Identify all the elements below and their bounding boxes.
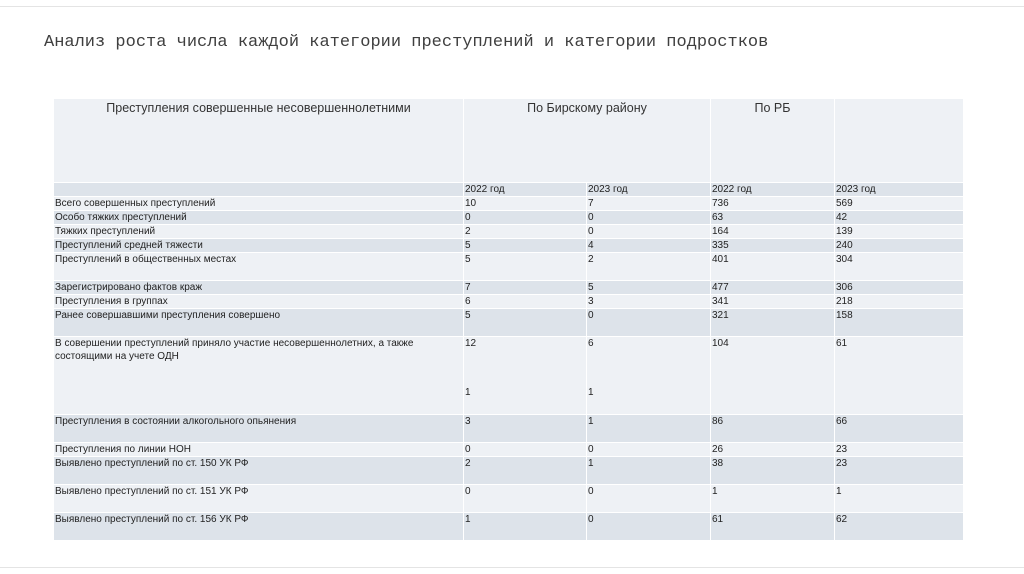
table-row bbox=[54, 337, 964, 415]
value-cell: 1 bbox=[711, 485, 835, 513]
value-cell: 477 bbox=[711, 281, 835, 295]
value-cell: 5 bbox=[464, 239, 587, 253]
table-row bbox=[54, 253, 964, 281]
row-label: В совершении преступлений приняло участие несовершеннолетних, а также состоящими на учете ОДН bbox=[54, 337, 464, 415]
table-row bbox=[54, 281, 964, 295]
value-cell: 158 bbox=[835, 309, 964, 337]
value-cell: 736 bbox=[711, 197, 835, 211]
value-cell: 0 bbox=[464, 443, 587, 457]
table-row bbox=[54, 197, 964, 211]
value-cell: 38 bbox=[711, 457, 835, 485]
value-cell: 341 bbox=[711, 295, 835, 309]
value-cell: 62 bbox=[835, 513, 964, 541]
slide-bottom-border bbox=[0, 567, 1024, 568]
table-row bbox=[54, 443, 964, 457]
value-cell: 63 bbox=[711, 211, 835, 225]
row-label: Преступлений в общественных местах bbox=[54, 253, 464, 281]
value-cell: 4 bbox=[587, 239, 711, 253]
table-row bbox=[54, 225, 964, 239]
crime-stats-table bbox=[53, 98, 964, 541]
value-cell: 401 bbox=[711, 253, 835, 281]
header-empty bbox=[835, 99, 964, 183]
value-cell: 2 bbox=[464, 225, 587, 239]
value-cell: 240 bbox=[835, 239, 964, 253]
row-label: Зарегистрировано фактов краж bbox=[54, 281, 464, 295]
header-crimes: Преступления совершенные несовершеннолетними bbox=[54, 99, 464, 183]
value-cell: 139 bbox=[835, 225, 964, 239]
table-row bbox=[54, 239, 964, 253]
year-cell: 2022 год bbox=[464, 183, 587, 197]
table-row bbox=[54, 295, 964, 309]
value-cell: 321 bbox=[711, 309, 835, 337]
value-cell: 1 bbox=[587, 457, 711, 485]
value-cell: 10 bbox=[464, 197, 587, 211]
value-cell bbox=[464, 337, 587, 415]
value-sub: 1 bbox=[588, 387, 594, 398]
row-label: Выявлено преступлений по ст. 151 УК РФ bbox=[54, 485, 464, 513]
value-cell bbox=[587, 337, 711, 415]
value-cell: 2 bbox=[587, 253, 711, 281]
value-cell: 2 bbox=[464, 457, 587, 485]
header-birsk-district: По Бирскому району bbox=[464, 99, 711, 183]
value-cell: 6 bbox=[464, 295, 587, 309]
row-label: Преступления в состоянии алкогольного опьянения bbox=[54, 415, 464, 443]
year-cell: 2023 год bbox=[835, 183, 964, 197]
value-cell: 0 bbox=[587, 513, 711, 541]
table-row bbox=[54, 485, 964, 513]
value-cell: 3 bbox=[587, 295, 711, 309]
table-row bbox=[54, 415, 964, 443]
value-cell: 5 bbox=[464, 309, 587, 337]
row-label: Выявлено преступлений по ст. 150 УК РФ bbox=[54, 457, 464, 485]
value-cell: 5 bbox=[587, 281, 711, 295]
years-row bbox=[54, 183, 964, 197]
value-main: 6 bbox=[588, 338, 594, 349]
value-cell: 61 bbox=[835, 337, 964, 415]
value-sub: 1 bbox=[465, 387, 471, 398]
value-cell: 218 bbox=[835, 295, 964, 309]
header-row bbox=[54, 99, 964, 183]
row-label: Преступления по линии НОН bbox=[54, 443, 464, 457]
slide-title: Анализ роста числа каждой категории преступлений и категории подростков bbox=[44, 33, 769, 52]
table-row bbox=[54, 457, 964, 485]
year-cell: 2023 год bbox=[587, 183, 711, 197]
row-label: Тяжких преступлений bbox=[54, 225, 464, 239]
table-row bbox=[54, 211, 964, 225]
value-cell: 7 bbox=[464, 281, 587, 295]
value-cell: 1 bbox=[464, 513, 587, 541]
value-cell: 42 bbox=[835, 211, 964, 225]
row-label: Особо тяжких преступлений bbox=[54, 211, 464, 225]
years-label-cell bbox=[54, 183, 464, 197]
value-cell: 66 bbox=[835, 415, 964, 443]
row-label: Преступлений средней тяжести bbox=[54, 239, 464, 253]
value-cell: 335 bbox=[711, 239, 835, 253]
value-cell: 1 bbox=[835, 485, 964, 513]
value-cell: 304 bbox=[835, 253, 964, 281]
value-cell: 0 bbox=[587, 443, 711, 457]
row-label: Выявлено преступлений по ст. 156 УК РФ bbox=[54, 513, 464, 541]
value-cell: 1 bbox=[587, 415, 711, 443]
header-rb: По РБ bbox=[711, 99, 835, 183]
value-cell: 569 bbox=[835, 197, 964, 211]
table-row bbox=[54, 513, 964, 541]
value-cell: 306 bbox=[835, 281, 964, 295]
value-cell: 164 bbox=[711, 225, 835, 239]
slide-top-border bbox=[0, 6, 1024, 7]
value-cell: 23 bbox=[835, 457, 964, 485]
value-cell: 104 bbox=[711, 337, 835, 415]
value-cell: 7 bbox=[587, 197, 711, 211]
value-cell: 0 bbox=[587, 211, 711, 225]
value-cell: 0 bbox=[464, 211, 587, 225]
value-cell: 0 bbox=[587, 309, 711, 337]
row-label: Преступления в группах bbox=[54, 295, 464, 309]
row-label: Всего совершенных преступлений bbox=[54, 197, 464, 211]
value-cell: 0 bbox=[587, 225, 711, 239]
value-cell: 0 bbox=[464, 485, 587, 513]
table-row bbox=[54, 309, 964, 337]
value-cell: 23 bbox=[835, 443, 964, 457]
year-cell: 2022 год bbox=[711, 183, 835, 197]
value-cell: 5 bbox=[464, 253, 587, 281]
row-label: Ранее совершавшими преступления совершено bbox=[54, 309, 464, 337]
value-cell: 26 bbox=[711, 443, 835, 457]
value-main: 12 bbox=[465, 338, 477, 349]
value-cell: 61 bbox=[711, 513, 835, 541]
value-cell: 3 bbox=[464, 415, 587, 443]
value-cell: 0 bbox=[587, 485, 711, 513]
value-cell: 86 bbox=[711, 415, 835, 443]
